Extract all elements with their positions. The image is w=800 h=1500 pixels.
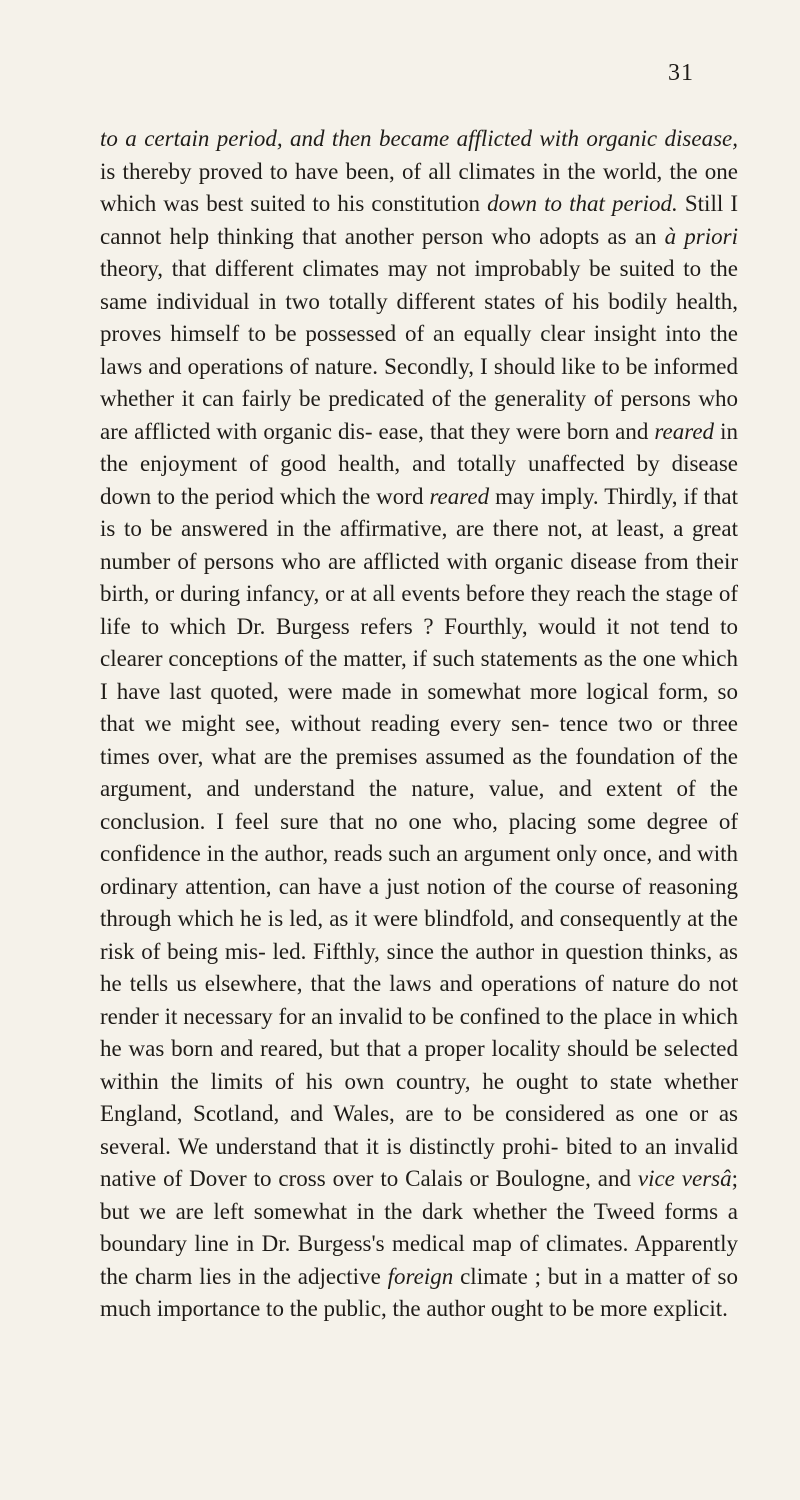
- italic-phrase: reared: [654, 418, 715, 444]
- italic-phrase: down to that period.: [487, 191, 678, 216]
- text-run: climate ; but in a matter of so much importance to the public, the author ought to be more explicit.: [100, 1263, 739, 1321]
- text-run: may imply. Thirdly, if that is to be answered in the affirmative, are there not, at least, a great number of persons who are afflicted with organic disease from their birth, or during infancy, or at all events before they reach the stage of life to which Dr. Burgess refers ? Fourthly, would it not tend to clearer conceptions of the matter, if such statements as the one which I have last quoted, were made in somewhat more logical form, so that we might see, without reading every sen- tence two or three times over, what are the premises assumed as the foundation of the argument, and understand the nature, value, and extent of the conclusion. I feel sure that no one who, placing some degree of confidence in the author, reads such an argument only once, and with ordinary attention, can have a just notion of the course of reasoning through which he is led, as it were blindfold, and consequently at the risk of being mis- led. Fifthly, since the author in question thinks, as he tells us elsewhere, that the laws and operations of nature do not render it necessary for an invalid to be confined to the place in which he was born and reared, but that a proper locality should be selected within the limits of his own country, he ought to state whether England, Scotland, and Wales, are to be considered as one or as several. We understand that it is distinctly prohi- bited to an invalid native of Dover to cross over to Calais or Boulogne, and: [100, 483, 738, 1191]
- text-run: in the enjoyment of good health, and totally unaffected by disease down to the period which the word: [100, 418, 739, 509]
- body-paragraph: [100, 123, 738, 1326]
- italic-phrase: foreign: [387, 1263, 454, 1289]
- italic-phrase: to a certain period, and then became afflicted with organic disease,: [100, 126, 738, 151]
- text-run: ; but we are left somewhat in the dark whether the Tweed forms a boundary line in Dr. Burgess's medical map of climates. Apparently the charm lies in the adjective: [100, 1166, 738, 1289]
- text-run: Still I cannot help thinking that another person who adopts as an: [100, 191, 739, 249]
- text-run: is thereby proved to have been, of all climates in the world, the one which was best suited to his constitution: [100, 158, 738, 216]
- italic-phrase: reared: [429, 483, 490, 509]
- italic-phrase: à priori: [664, 223, 738, 249]
- italic-phrase: vice versâ: [637, 1166, 732, 1191]
- page-number: 31: [668, 60, 694, 86]
- text-run: theory, that different climates may not improbably be suited to the same individual in two totally different states of his bodily health, proves himself to be possessed of an equally clear insight into the laws and operations of nature. Secondly, I should like to be informed whether it can fairly be predicated of the generality of persons who are afflicted with organic dis- ease, that they were born and: [100, 256, 738, 444]
